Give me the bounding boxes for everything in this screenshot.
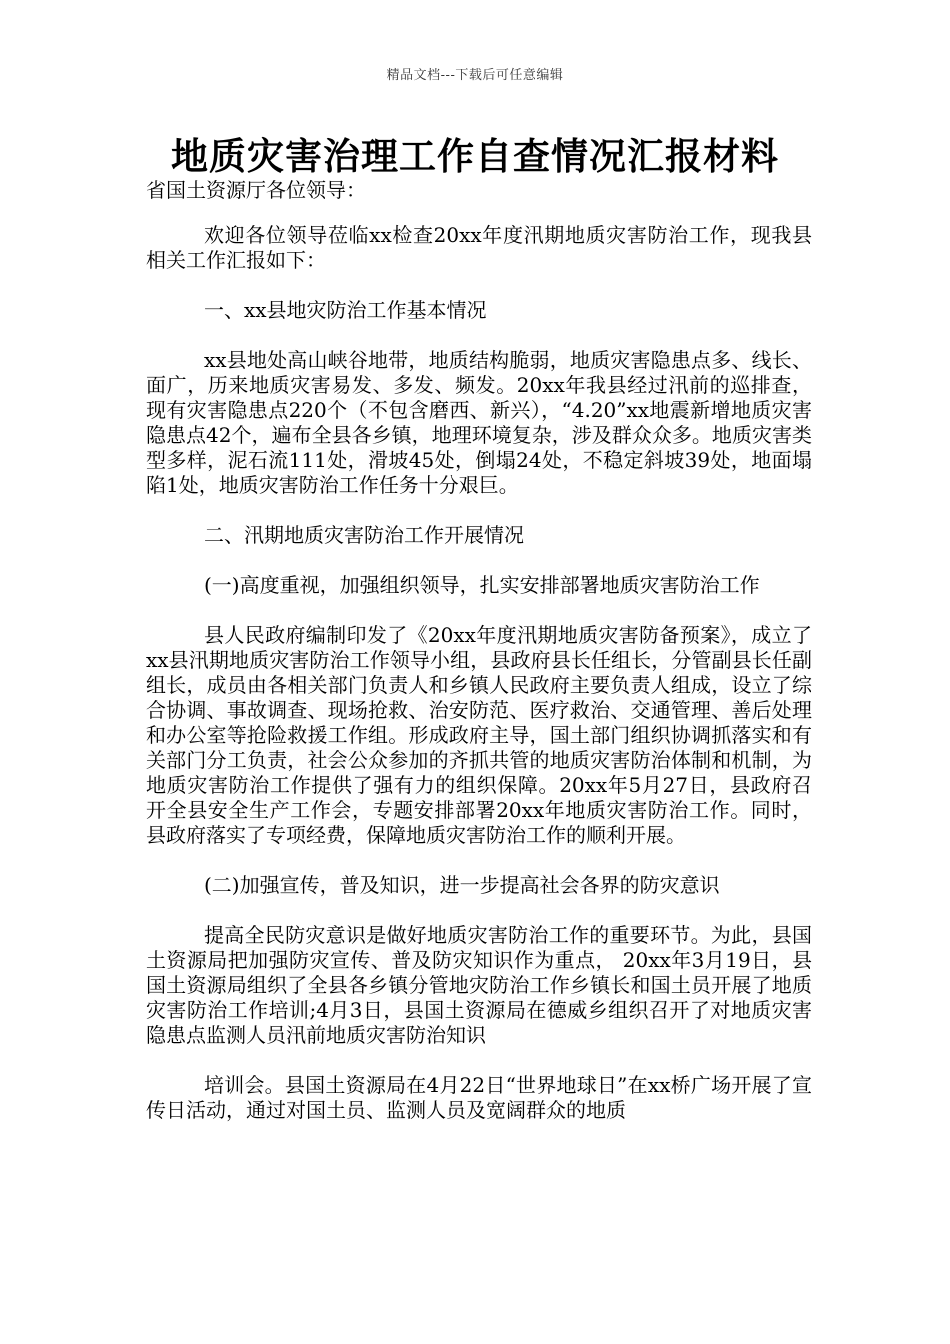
paragraph-organization: 县人民政府编制印发了《20xx年度汛期地质灾害防备预案》，成立了xx县汛期地质灾害防治工作领导小组，县政府县长任组长，分管副县长任副组长，成员由各相关部门负责人和乡镇人民政府主要负责人组成，设立了综合协调、事故调查、现场抢救、治安防范、医疗救治、交通管理、善后处理和办公室等抢险救援工作组。形成政府主导，国土部门组织协调抓落实和有关部门分工负责，社会公众参加的齐抓共管的地质灾害防治体制和机制，为地质灾害防治工作提供了强有力的组织保障。20xx年5月27日，县政府召开全县安全生产工作会，专题安排部署20xx年地质灾害防治工作。同时，县政府落实了专项经费，保障地质灾害防治工作的顺利开展。 [146, 623, 812, 847]
paragraph-training: 培训会。县国土资源局在4月22日“世界地球日”在xx桥广场开展了宣传日活动，通过对国土员、监测人员及宽阔群众的地质 [146, 1073, 812, 1122]
subsection-heading-1: (一)高度重视，加强组织领导，扎实安排部署地质灾害防治工作 [204, 573, 760, 597]
paragraph-publicity: 提高全民防灾意识是做好地质灾害防治工作的重要环节。为此，县国土资源局把加强防灾宣传、普及防灾知识作为重点， 20xx年3月19日，县国土资源局组织了全县各乡镇分管地灾防治工作乡镇长和国土员开展了地质灾害防治工作培训;4月3日，县国土资源局在德威乡组织召开了对地质灾害隐患点监测人员汛前地质灾害防治知识 [146, 923, 812, 1047]
subsection-heading-2: (二)加强宣传，普及知识，进一步提高社会各界的防灾意识 [204, 873, 720, 897]
salutation: 省国土资源厅各位领导： [146, 178, 366, 202]
document-title: 地质灾害治理工作自查情况汇报材料 [171, 135, 779, 178]
paragraph-intro: 欢迎各位领导莅临xx检查20xx年度汛期地质灾害防治工作，现我县相关工作汇报如下： [146, 223, 812, 272]
document-body [146, 178, 812, 1123]
section-heading-2: 二、汛期地质灾害防治工作开展情况 [204, 523, 524, 547]
paragraph-basic-situation: xx县地处高山峡谷地带，地质结构脆弱，地质灾害隐患点多、线长、面广，历来地质灾害易发、多发、频发。20xx年我县经过汛前的巡排查，现有灾害隐患点220个（不包含磨西、新兴），“4.20”xx地震新增地质灾害隐患点42个，遍布全县各乡镇，地理环境复杂，涉及群众众多。地质灾害类型多样，泥石流111处，滑坡45处，倒塌24处，不稳定斜坡39处，地面塌陷1处，地质灾害防治工作任务十分艰巨。 [146, 348, 812, 497]
section-heading-1: 一、xx县地灾防治工作基本情况 [204, 298, 487, 322]
header-note: 精品文档---下载后可任意编辑 [386, 68, 564, 83]
